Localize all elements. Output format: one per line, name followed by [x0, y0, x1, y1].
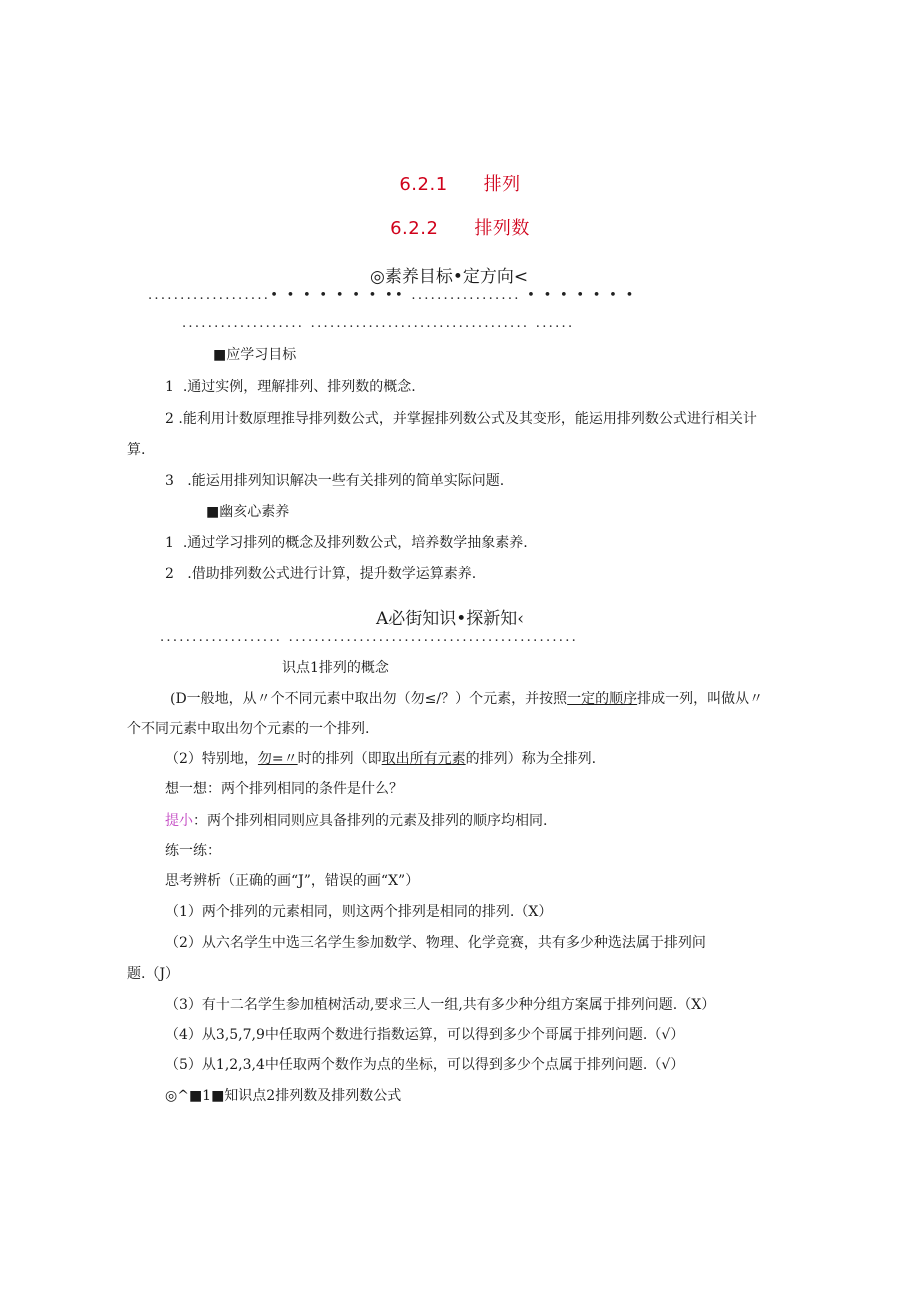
question-continuation: 题.（J） — [127, 966, 180, 982]
judge-intro: 思考辨析（正确的画“J”，错误的画“X”） — [165, 873, 420, 889]
hint-paragraph: 提小：两个排列相同则应具备排列的元素及排列的顺序均相同. — [165, 813, 548, 829]
definition-paragraph: （2）特别地，勿=〃时的排列（即取出所有元素的排列）称为全排列. — [165, 751, 597, 767]
list-item-continuation: 算. — [127, 442, 146, 458]
dotted-divider: ................... .................................. ...... — [182, 316, 575, 331]
practice-label: 练一练： — [165, 843, 221, 859]
section-heading-goals: ◎素养目标•定方向< — [370, 267, 529, 287]
title-text: 排列 — [483, 174, 521, 195]
knowledge-point-title: 识点1排列的概念 — [282, 660, 389, 676]
question-item: （1）两个排列的元素相同，则这两个排列是相同的排列.（X） — [165, 904, 553, 920]
list-item: 3 .能运用排列知识解决一些有关排列的简单实际问题. — [165, 473, 505, 489]
question-item: （3）有十二名学生参加植树活动,要求三人一组,共有多少种分组方案属于排列问题.（X） — [165, 997, 716, 1013]
knowledge-point-title: ◎^■1■知识点2排列数及排列数公式 — [165, 1088, 402, 1104]
list-item: 1 .通过学习排列的概念及排列数公式，培养数学抽象素养. — [165, 535, 528, 551]
dotted-divider: ................... ............................................. — [160, 630, 579, 645]
list-item: 2 .借助排列数公式进行计算，提升数学运算素养. — [165, 566, 477, 582]
question-item: （5）从1,2,3,4中任取两个数作为点的坐标，可以得到多少个点属于排列问题.（√） — [165, 1057, 685, 1073]
list-item: 2 .能利用计数原理推导排列数公式，并掌握排列数公式及其变形，能运用排列数公式进行相关计 — [165, 411, 757, 427]
title-6-2-2 — [0, 214, 920, 240]
hint-label: 提小 — [165, 813, 193, 829]
title-text: 排列数 — [474, 218, 530, 239]
title-6-2-1 — [0, 170, 920, 196]
title-number: 6.2.1 — [399, 174, 448, 195]
title-number: 6.2.2 — [390, 218, 439, 239]
dotted-divider: ...................• • • • • • • •• ................. • • • • • • • — [148, 288, 636, 303]
section-heading-knowledge: A必街知识•探新知‹ — [376, 609, 525, 629]
subheading-core-literacy: ■幽亥心素养 — [206, 504, 290, 520]
list-item: 1 .通过实例，理解排列、排列数的概念. — [165, 379, 416, 395]
definition-paragraph: (D一般地，从〃个不同元素中取出勿（勿≤/？）个元素，并按照一定的顺序排成一列，叫做从〃 — [170, 691, 764, 707]
question-item: （2）从六名学生中选三名学生参加数学、物理、化学竞赛，共有多少种选法属于排列问 — [165, 935, 706, 951]
subheading-learning-goals: ■应学习目标 — [213, 347, 297, 363]
definition-continuation: 个不同元素中取出勿个元素的一个排列. — [127, 721, 370, 737]
think-question: 想一想：两个排列相同的条件是什么？ — [165, 781, 403, 797]
question-item: （4）从3,5,7,9中任取两个数进行指数运算，可以得到多少个哥属于排列问题.（√） — [165, 1027, 685, 1043]
